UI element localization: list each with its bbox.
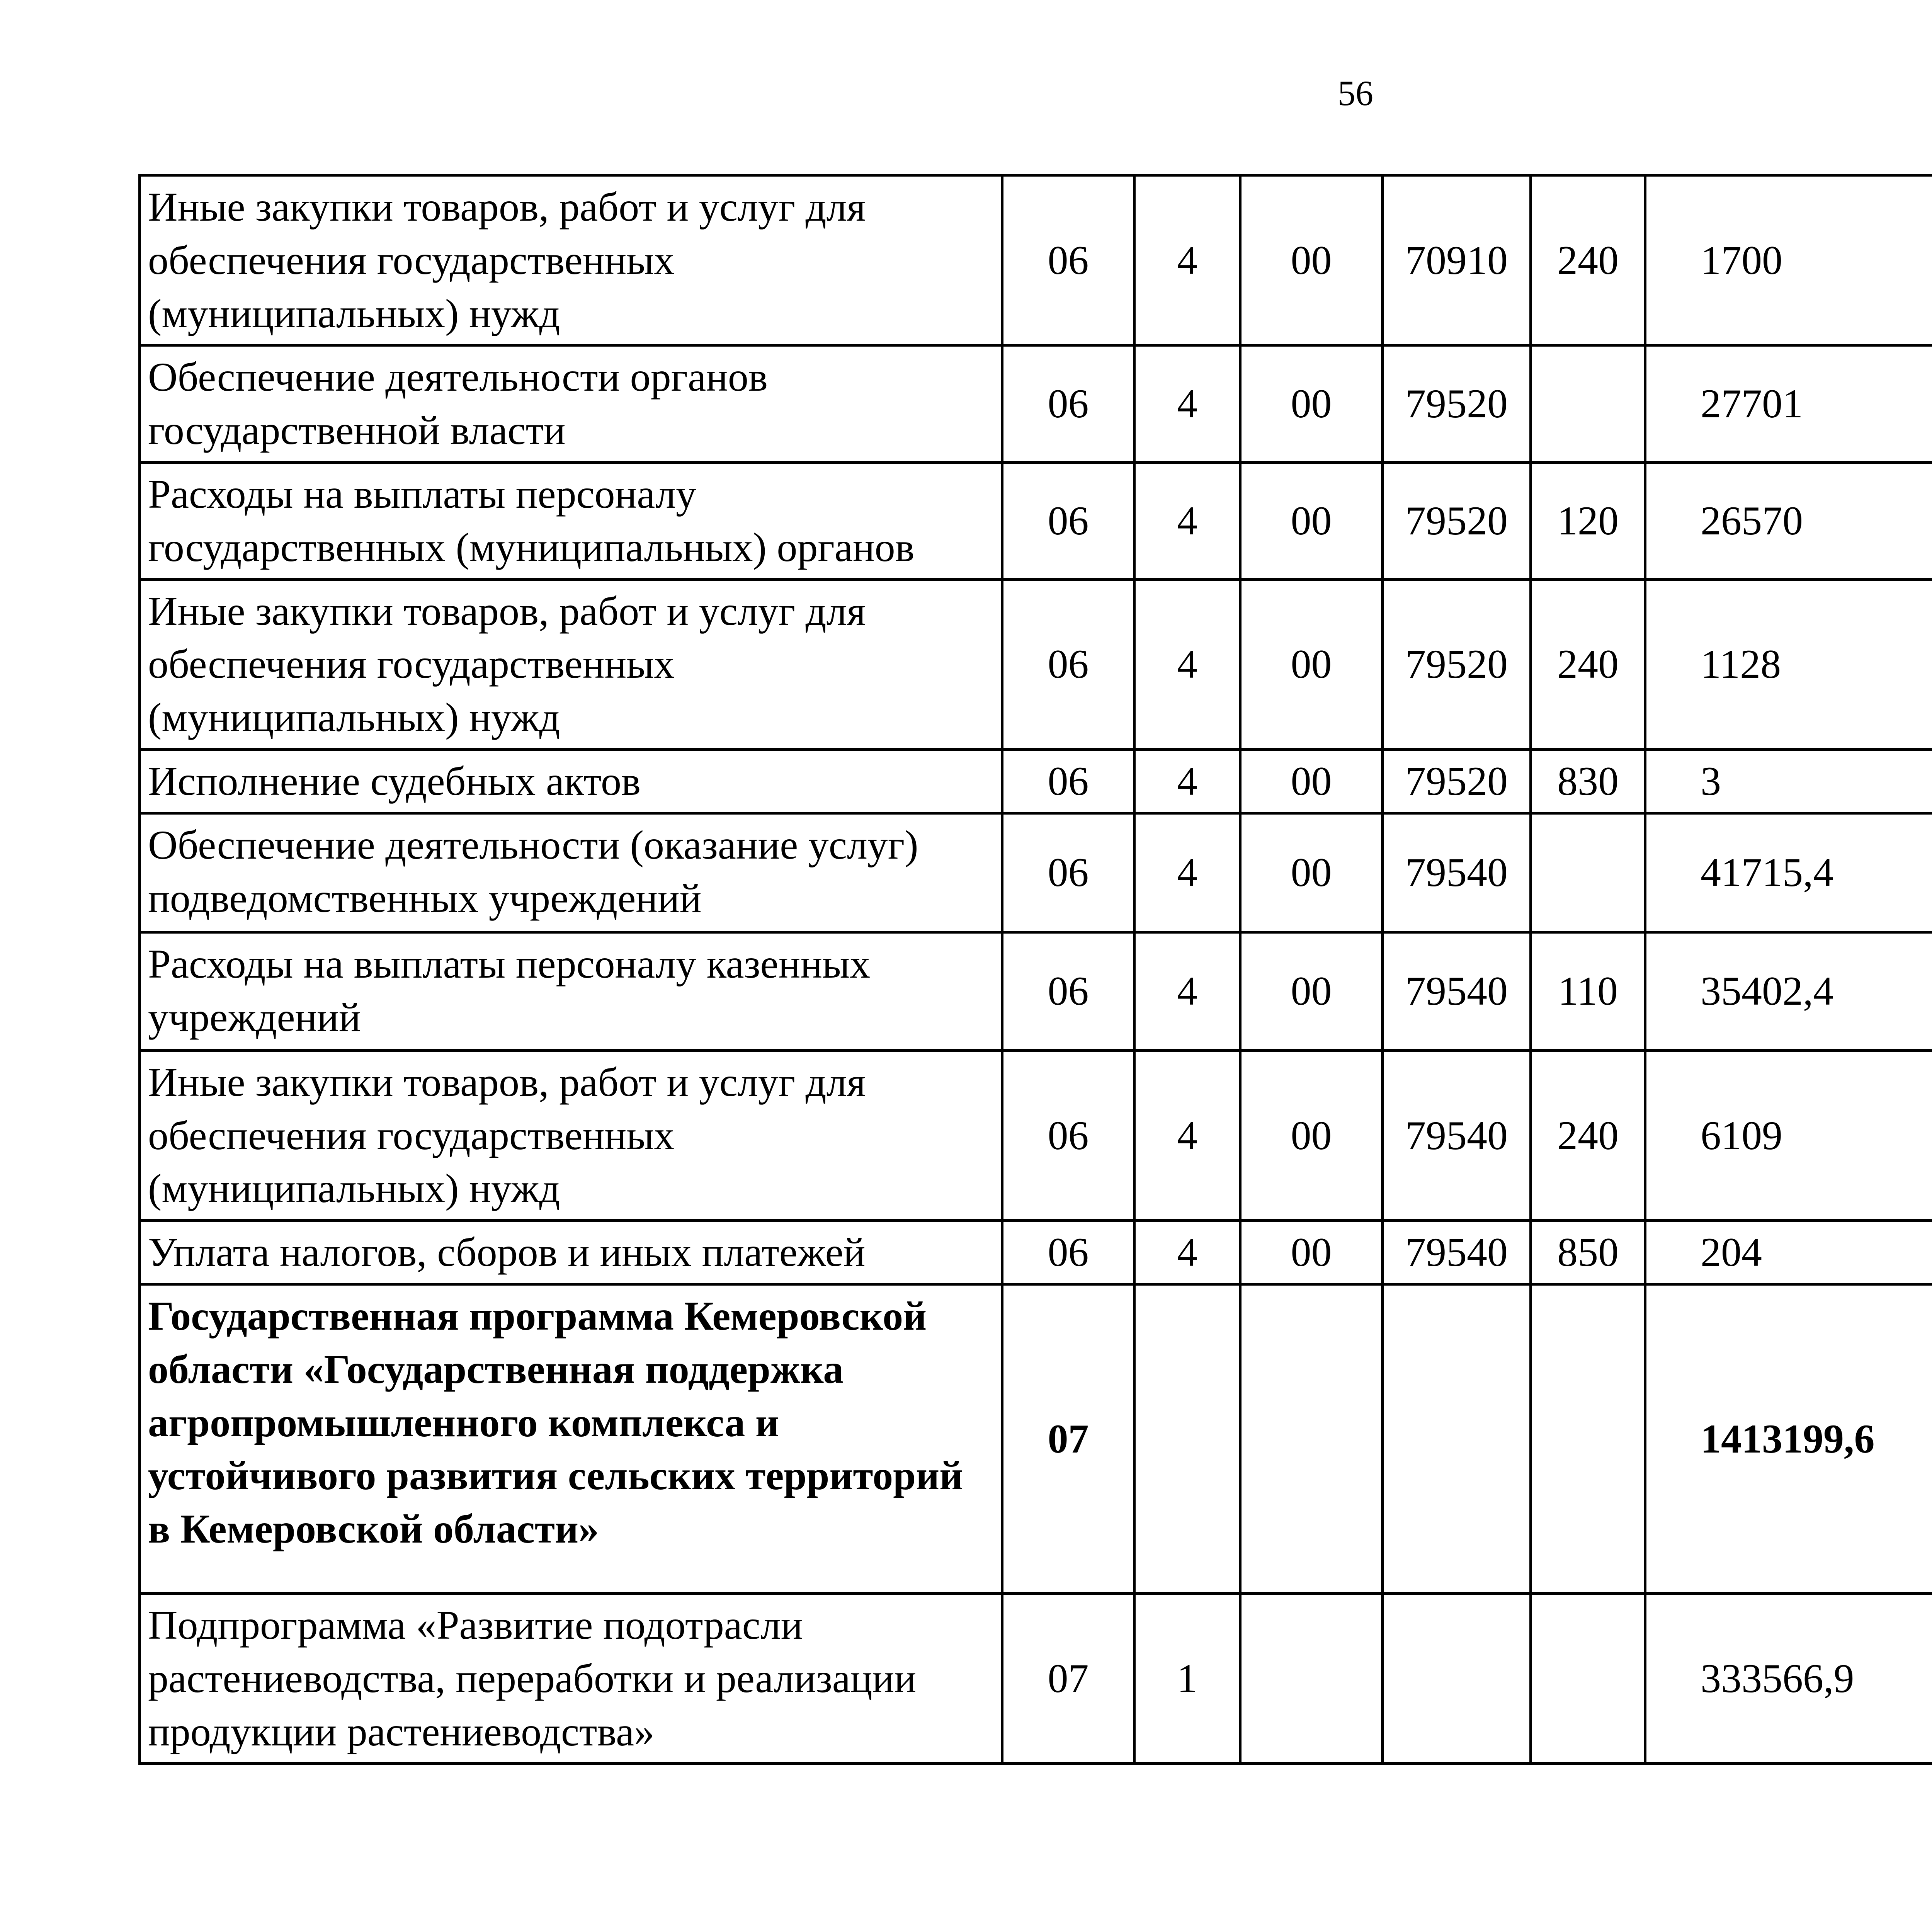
code-subprogram: 4 <box>1134 1050 1240 1220</box>
code-main-event: 00 <box>1240 932 1383 1050</box>
code-main-event: 00 <box>1240 345 1383 463</box>
row-name: Обеспечение деятельности органов государственной власти <box>140 345 1002 463</box>
amount-year-1: 6109 <box>1645 1050 1932 1220</box>
code-program: 06 <box>1002 1221 1134 1284</box>
code-subprogram: 4 <box>1134 579 1240 749</box>
table-row <box>140 462 1932 579</box>
table-row <box>140 345 1932 463</box>
code-direction: 70910 <box>1383 175 1531 345</box>
code-direction: 79540 <box>1383 932 1531 1050</box>
amount-year-1: 1700 <box>1645 175 1932 345</box>
row-name: Расходы на выплаты персоналу казенных учреждений <box>140 932 1002 1050</box>
code-program: 07 <box>1002 1284 1134 1593</box>
table-row <box>140 1284 1932 1593</box>
amount-year-1: 204 <box>1645 1221 1932 1284</box>
table-row <box>140 1221 1932 1284</box>
code-direction: 79520 <box>1383 749 1531 813</box>
code-main-event: 00 <box>1240 462 1383 579</box>
row-name: Исполнение судебных актов <box>140 749 1002 813</box>
code-main-event: 00 <box>1240 175 1383 345</box>
code-expense-type: 240 <box>1531 579 1645 749</box>
code-program: 06 <box>1002 932 1134 1050</box>
code-subprogram: 4 <box>1134 345 1240 463</box>
code-expense-type <box>1531 1593 1645 1763</box>
code-expense-type: 240 <box>1531 175 1645 345</box>
code-direction: 79520 <box>1383 345 1531 463</box>
table-row <box>140 932 1932 1050</box>
row-name: Подпрограмма «Развитие подотрасли растениеводства, переработки и реализации продукции растениеводства» <box>140 1593 1002 1763</box>
code-direction <box>1383 1593 1531 1763</box>
page-number: 56 <box>1338 73 1373 113</box>
row-name: Иные закупки товаров, работ и услуг для обеспечения государственных (муниципальных) нужд <box>140 1050 1002 1220</box>
budget-table <box>138 174 1932 1765</box>
amount-year-1: 1128 <box>1645 579 1932 749</box>
code-main-event: 00 <box>1240 1050 1383 1220</box>
code-program: 06 <box>1002 175 1134 345</box>
code-direction: 79520 <box>1383 462 1531 579</box>
code-expense-type <box>1531 345 1645 463</box>
code-direction <box>1383 1284 1531 1593</box>
code-program: 06 <box>1002 1050 1134 1220</box>
code-subprogram: 4 <box>1134 462 1240 579</box>
code-subprogram: 1 <box>1134 1593 1240 1763</box>
code-program: 06 <box>1002 813 1134 932</box>
table-row <box>140 1593 1932 1763</box>
code-direction: 79520 <box>1383 579 1531 749</box>
code-subprogram <box>1134 1284 1240 1593</box>
code-program: 06 <box>1002 749 1134 813</box>
code-expense-type: 110 <box>1531 932 1645 1050</box>
code-direction: 79540 <box>1383 1050 1531 1220</box>
code-subprogram: 4 <box>1134 932 1240 1050</box>
code-expense-type: 850 <box>1531 1221 1645 1284</box>
code-program: 06 <box>1002 462 1134 579</box>
table-row <box>140 813 1932 932</box>
code-main-event <box>1240 1284 1383 1593</box>
table-row <box>140 749 1932 813</box>
row-name: Иные закупки товаров, работ и услуг для обеспечения государственных (муниципальных) нужд <box>140 175 1002 345</box>
row-name: Расходы на выплаты персоналу государственных (муниципальных) органов <box>140 462 1002 579</box>
code-main-event: 00 <box>1240 1221 1383 1284</box>
code-program: 06 <box>1002 345 1134 463</box>
code-subprogram: 4 <box>1134 813 1240 932</box>
code-expense-type <box>1531 1284 1645 1593</box>
code-expense-type: 240 <box>1531 1050 1645 1220</box>
code-direction: 79540 <box>1383 813 1531 932</box>
row-name: Уплата налогов, сборов и иных платежей <box>140 1221 1002 1284</box>
code-expense-type: 120 <box>1531 462 1645 579</box>
amount-year-1: 26570 <box>1645 462 1932 579</box>
code-subprogram: 4 <box>1134 1221 1240 1284</box>
row-name: Иные закупки товаров, работ и услуг для обеспечения государственных (муниципальных) нужд <box>140 579 1002 749</box>
row-name: Государственная программа Кемеровской области «Государственная поддержка агропромышленного комплекса и устойчивого развития сельских территорий в Кемеровской области» <box>140 1284 1002 1593</box>
amount-year-1: 3 <box>1645 749 1932 813</box>
code-program: 07 <box>1002 1593 1134 1763</box>
table-row <box>140 175 1932 345</box>
code-main-event <box>1240 1593 1383 1763</box>
code-expense-type <box>1531 813 1645 932</box>
row-name: Обеспечение деятельности (оказание услуг) подведомственных учреждений <box>140 813 1002 932</box>
code-subprogram: 4 <box>1134 175 1240 345</box>
amount-year-1: 27701 <box>1645 345 1932 463</box>
table-row <box>140 1050 1932 1220</box>
amount-year-1: 333566,9 <box>1645 1593 1932 1763</box>
table-row <box>140 579 1932 749</box>
code-subprogram: 4 <box>1134 749 1240 813</box>
code-expense-type: 830 <box>1531 749 1645 813</box>
amount-year-1: 41715,4 <box>1645 813 1932 932</box>
code-main-event: 00 <box>1240 749 1383 813</box>
code-main-event: 00 <box>1240 579 1383 749</box>
code-main-event: 00 <box>1240 813 1383 932</box>
amount-year-1: 35402,4 <box>1645 932 1932 1050</box>
code-direction: 79540 <box>1383 1221 1531 1284</box>
amount-year-1: 1413199,6 <box>1645 1284 1932 1593</box>
code-program: 06 <box>1002 579 1134 749</box>
